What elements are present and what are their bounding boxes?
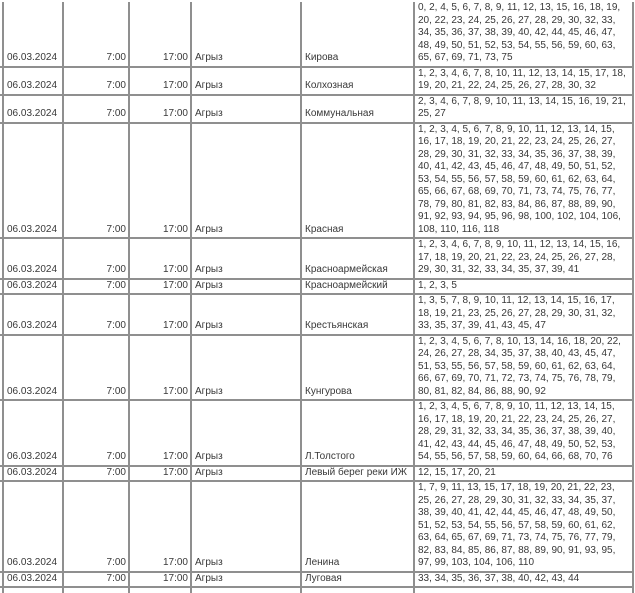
city-cell: Агрыз (191, 95, 301, 123)
end-time-cell: 17:00 (129, 481, 191, 572)
end-time-cell: 17:00 (129, 238, 191, 279)
house-numbers-cell: 1, 2, 3, 4, 6, 7, 8, 9, 10, 11, 12, 13, 14, 15, 16, 17, 18, 19, 20, 21, 22, 23, 24, 25, 26, 27, 28, 29, 30, 31, 32, 33, 34, 35, 37, 39, 41 (414, 238, 633, 279)
end-time-cell: 17:00 (129, 466, 191, 482)
outage-schedule-table (0, 2, 634, 593)
street-cell: Левый берег реки ИЖ (301, 466, 414, 482)
street-cell: Луговая (301, 572, 414, 588)
city-cell: Агрыз (191, 335, 301, 401)
date-cell: 06.03.2024 (3, 481, 63, 572)
date-cell: 06.03.2024 (3, 279, 63, 295)
date-cell (3, 587, 63, 593)
street-cell: Красноармейский (301, 279, 414, 295)
end-time-cell: 17:00 (129, 2, 191, 67)
table-row (0, 481, 633, 572)
end-time-cell (129, 587, 191, 593)
table-row (0, 335, 633, 401)
street-cell: Ленина (301, 481, 414, 572)
table-row (0, 572, 633, 588)
date-cell: 06.03.2024 (3, 123, 63, 239)
table-row (0, 2, 633, 67)
street-cell: Кунгурова (301, 335, 414, 401)
start-time-cell: 7:00 (63, 238, 129, 279)
house-numbers-cell: 1, 3, 5, 7, 8, 9, 10, 11, 12, 13, 14, 15, 16, 17, 18, 19, 21, 23, 25, 26, 27, 28, 29, 30, 31, 32, 33, 35, 37, 39, 41, 43, 45, 47 (414, 294, 633, 335)
end-time-cell: 17:00 (129, 123, 191, 239)
date-cell: 06.03.2024 (3, 400, 63, 466)
table-row (0, 95, 633, 123)
city-cell: Агрыз (191, 67, 301, 95)
date-cell: 06.03.2024 (3, 294, 63, 335)
house-numbers-cell: 1, 2, 3, 4, 5, 6, 7, 8, 10, 13, 14, 16, 18, 20, 22, 24, 26, 27, 28, 34, 35, 37, 38, 40, 43, 45, 47, 51, 53, 55, 56, 57, 58, 59, 60, 61, 62, 63, 64, 66, 67, 69, 70, 71, 72, 73, 74, 75, 76, 78, 79, 80, 81, 82, 84, 86, 88, 90, 92 (414, 335, 633, 401)
start-time-cell: 7:00 (63, 294, 129, 335)
street-cell (301, 587, 414, 593)
start-time-cell: 7:00 (63, 335, 129, 401)
house-numbers-cell: 1, 7, 9, 11, 13, 15, 17, 18, 19, 20, 21, 22, 23, 25, 26, 27, 28, 29, 30, 31, 32, 33, 34, 35, 37, 38, 39, 40, 41, 42, 44, 45, 46, 47, 48, 49, 50, 51, 52, 53, 54, 55, 56, 57, 58, 59, 60, 61, 62, 63, 64, 65, 67, 69, 71, 73, 74, 75, 76, 77, 79, 82, 83, 84, 85, 86, 87, 88, 89, 90, 91, 93, 95, 97, 99, 103, 104, 106, 110 (414, 481, 633, 572)
date-cell: 06.03.2024 (3, 67, 63, 95)
house-numbers-cell: 1, 2, 3, 4, 5, 6, 7, 8, 9, 10, 11, 12, 13, 14, 15, 16, 17, 18, 19, 20, 21, 22, 23, 24, 25, 26, 27, 28, 29, 31, 32, 33, 34, 35, 36, 37, 38, 39, 40, 41, 42, 43, 44, 45, 46, 47, 48, 49, 50, 52, 53, 54, 55, 56, 57, 58, 59, 60, 64, 66, 68, 70, 76 (414, 400, 633, 466)
table-row (0, 279, 633, 295)
partial-clipped-row (0, 587, 633, 593)
start-time-cell: 7:00 (63, 95, 129, 123)
start-time-cell: 7:00 (63, 481, 129, 572)
street-cell: Красная (301, 123, 414, 239)
street-cell: Колхозная (301, 67, 414, 95)
date-cell: 06.03.2024 (3, 95, 63, 123)
house-numbers-cell: 0, 2, 4, 5, 6, 7, 8, 9, 11, 12, 13, 15, 16, 18, 19, 20, 22, 23, 24, 25, 26, 27, 28, 29, 30, 32, 33, 34, 35, 36, 37, 38, 39, 40, 42, 44, 45, 46, 47, 48, 49, 50, 51, 52, 53, 54, 55, 56, 59, 60, 63, 65, 67, 69, 71, 73, 75 (414, 2, 633, 67)
end-time-cell: 17:00 (129, 400, 191, 466)
start-time-cell: 7:00 (63, 2, 129, 67)
table-row (0, 67, 633, 95)
end-time-cell: 17:00 (129, 335, 191, 401)
date-cell: 06.03.2024 (3, 238, 63, 279)
street-cell: Крестьянская (301, 294, 414, 335)
start-time-cell: 7:00 (63, 123, 129, 239)
date-cell: 06.03.2024 (3, 466, 63, 482)
start-time-cell: 7:00 (63, 466, 129, 482)
end-time-cell: 17:00 (129, 279, 191, 295)
street-cell: Коммунальная (301, 95, 414, 123)
city-cell: Агрыз (191, 123, 301, 239)
table-row (0, 466, 633, 482)
date-cell: 06.03.2024 (3, 2, 63, 67)
start-time-cell (63, 587, 129, 593)
city-cell (191, 587, 301, 593)
end-time-cell: 17:00 (129, 294, 191, 335)
city-cell: Агрыз (191, 466, 301, 482)
house-numbers-cell: 2, 3, 4, 6, 7, 8, 9, 10, 11, 13, 14, 15, 16, 19, 21, 25, 27 (414, 95, 633, 123)
start-time-cell: 7:00 (63, 67, 129, 95)
house-numbers-cell: 33, 34, 35, 36, 37, 38, 40, 42, 43, 44 (414, 572, 633, 588)
end-time-cell: 17:00 (129, 67, 191, 95)
start-time-cell: 7:00 (63, 400, 129, 466)
house-numbers-cell: 12, 15, 17, 20, 21 (414, 466, 633, 482)
end-time-cell: 17:00 (129, 95, 191, 123)
house-numbers-cell: 1, 2, 3, 5 (414, 279, 633, 295)
table-row (0, 123, 633, 239)
date-cell: 06.03.2024 (3, 572, 63, 588)
city-cell: Агрыз (191, 279, 301, 295)
city-cell: Агрыз (191, 238, 301, 279)
city-cell: Агрыз (191, 481, 301, 572)
street-cell: Л.Толстого (301, 400, 414, 466)
city-cell: Агрыз (191, 400, 301, 466)
end-time-cell: 17:00 (129, 572, 191, 588)
street-cell: Кирова (301, 2, 414, 67)
schedule-rows (0, 2, 633, 587)
date-cell: 06.03.2024 (3, 335, 63, 401)
street-cell: Красноармейская (301, 238, 414, 279)
city-cell: Агрыз (191, 2, 301, 67)
city-cell: Агрыз (191, 294, 301, 335)
table-row (0, 238, 633, 279)
city-cell: Агрыз (191, 572, 301, 588)
start-time-cell: 7:00 (63, 572, 129, 588)
table-row (0, 400, 633, 466)
house-numbers-cell: 1, 2, 3, 4, 5, 6, 7, 8, 9, 10, 11, 12, 13, 14, 15, 16, 17, 18, 19, 20, 21, 22, 23, 24, 25, 26, 27, 28, 29, 30, 31, 32, 33, 34, 35, 36, 37, 38, 39, 40, 41, 42, 43, 45, 46, 47, 48, 49, 50, 51, 52, 53, 54, 55, 56, 57, 58, 59, 60, 61, 62, 63, 64, 65, 66, 67, 68, 69, 70, 71, 73, 74, 75, 76, 77, 78, 79, 80, 81, 82, 83, 84, 86, 87, 88, 89, 90, 91, 92, 93, 94, 95, 96, 98, 100, 102, 104, 106, 108, 110, 116, 118 (414, 123, 633, 239)
start-time-cell: 7:00 (63, 279, 129, 295)
house-numbers-cell: 1, 2, 3, 4, 6, 7, 8, 10, 11, 12, 13, 14, 15, 17, 18, 19, 20, 21, 22, 24, 25, 26, 27, 28, 30, 32 (414, 67, 633, 95)
table-row (0, 294, 633, 335)
house-numbers-cell (414, 587, 633, 593)
